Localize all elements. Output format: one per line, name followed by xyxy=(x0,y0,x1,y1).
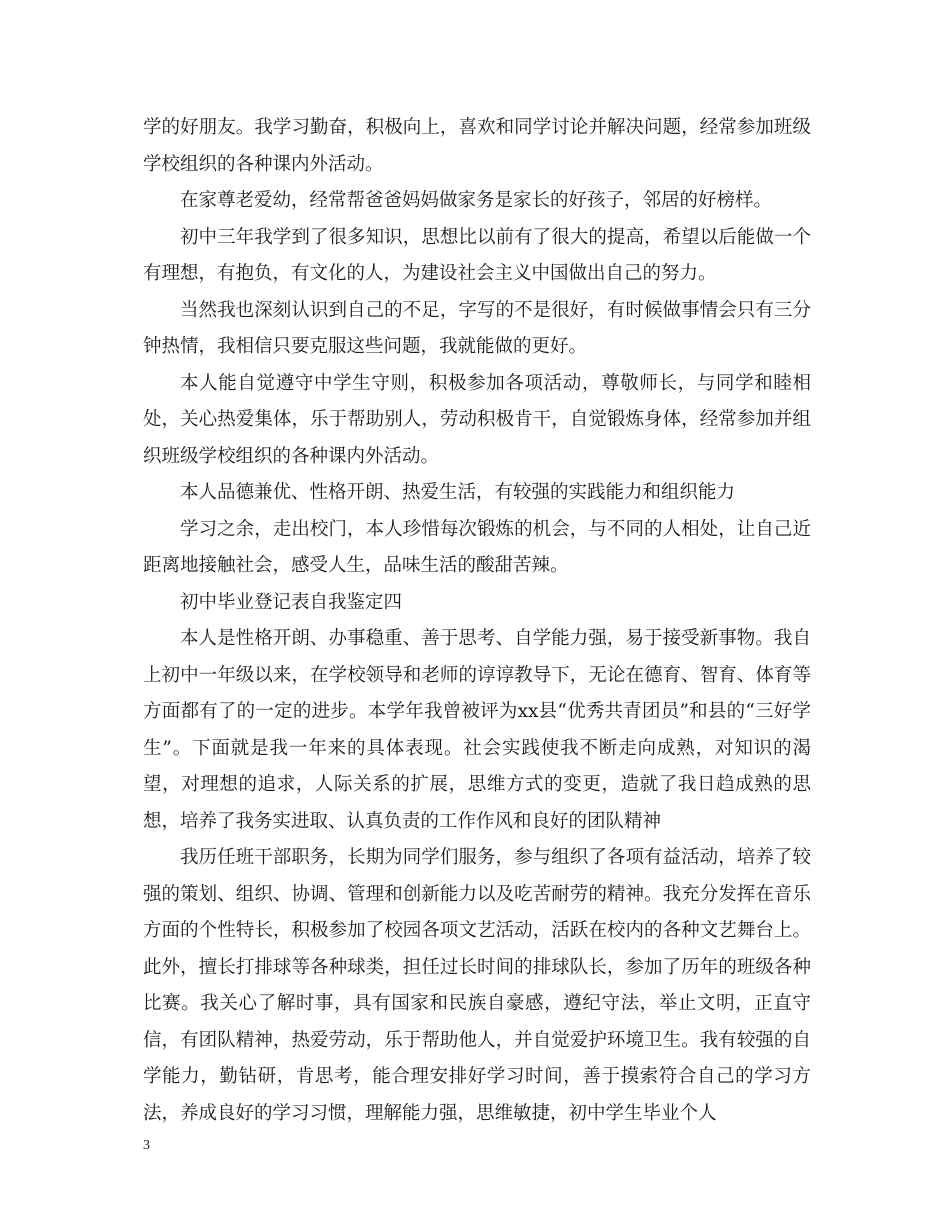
paragraph-9: 我历任班干部职务，长期为同学们服务，参与组织了各项有益活动，培养了较强的策划、组织、协调、管理和创新能力以及吃苦耐劳的精神。我充分发挥在音乐方面的个性特长，积极参加了校园各项文艺活动，活跃在校内的各种文艺舞台上。此外，擅长打排球等各种球类，担任过长时间的排球队长，参加了历年的班级各种比赛。我关心了解时事，具有国家和民族自豪感，遵纪守法，举止文明，正直守信，有团队精神，热爱劳动，乐于帮助他人，并自觉爱护环境卫生。我有较强的自学能力，勤钻研，肯思考，能合理安排好学习时间，善于摸索符合自己的学习方法，养成良好的学习习惯，理解能力强，思维敏捷，初中学生毕业个人 xyxy=(143,847,811,1124)
section-heading: 初中毕业登记表自我鉴定四 xyxy=(180,591,403,613)
paragraph-7: 学习之余，走出校门，本人珍惜每次锻炼的机会，与不同的人相处，让自己近距离地接触社会，感受人生，品味生活的酸甜苦辣。 xyxy=(143,518,811,576)
paragraph-5: 本人能自觉遵守中学生守则，积极参加各项活动，尊敬师长，与同学和睦相处，关心热爱集体，乐于帮助别人，劳动积极肯干，自觉锻炼身体，经常参加并组织班级学校组织的各种课内外活动。 xyxy=(143,372,811,467)
paragraph-8: 本人是性格开朗、办事稳重、善于思考、自学能力强，易于接受新事物。我自上初中一年级以来，在学校领导和老师的谆谆教导下，无论在德育、智育、体育等方面都有了的一定的进步。本学年我曾被评为xx县“优秀共青团员”和县的“三好学生”。下面就是我一年来的具体表现。社会实践使我不断走向成熟，对知识的渴望，对理想的追求，人际关系的扩展，思维方式的变更，造就了我日趋成熟的思想，培养了我务实进取、认真负责的工作作风和良好的团队精神 xyxy=(143,628,811,832)
paragraph-3: 初中三年我学到了很多知识，思想比以前有了很大的提高，希望以后能做一个有理想，有抱负，有文化的人，为建设社会主义中国做出自己的努力。 xyxy=(143,226,811,284)
paragraph-4: 当然我也深刻认识到自己的不足，字写的不是很好，有时候做事情会只有三分钟热情，我相信只要克服这些问题，我就能做的更好。 xyxy=(143,299,811,357)
page-number: 3 xyxy=(143,1138,150,1153)
paragraph-2: 在家尊老爱幼，经常帮爸爸妈妈做家务是家长的好孩子，邻居的好榜样。 xyxy=(180,190,773,211)
paragraph-1: 学的好朋友。我学习勤奋，积极向上，喜欢和同学讨论并解决问题，经常参加班级学校组织的各种课内外活动。 xyxy=(143,117,811,175)
paragraph-6: 本人品德兼优、性格开朗、热爱生活，有较强的实践能力和组织能力 xyxy=(180,482,736,503)
document-body xyxy=(143,110,811,1132)
